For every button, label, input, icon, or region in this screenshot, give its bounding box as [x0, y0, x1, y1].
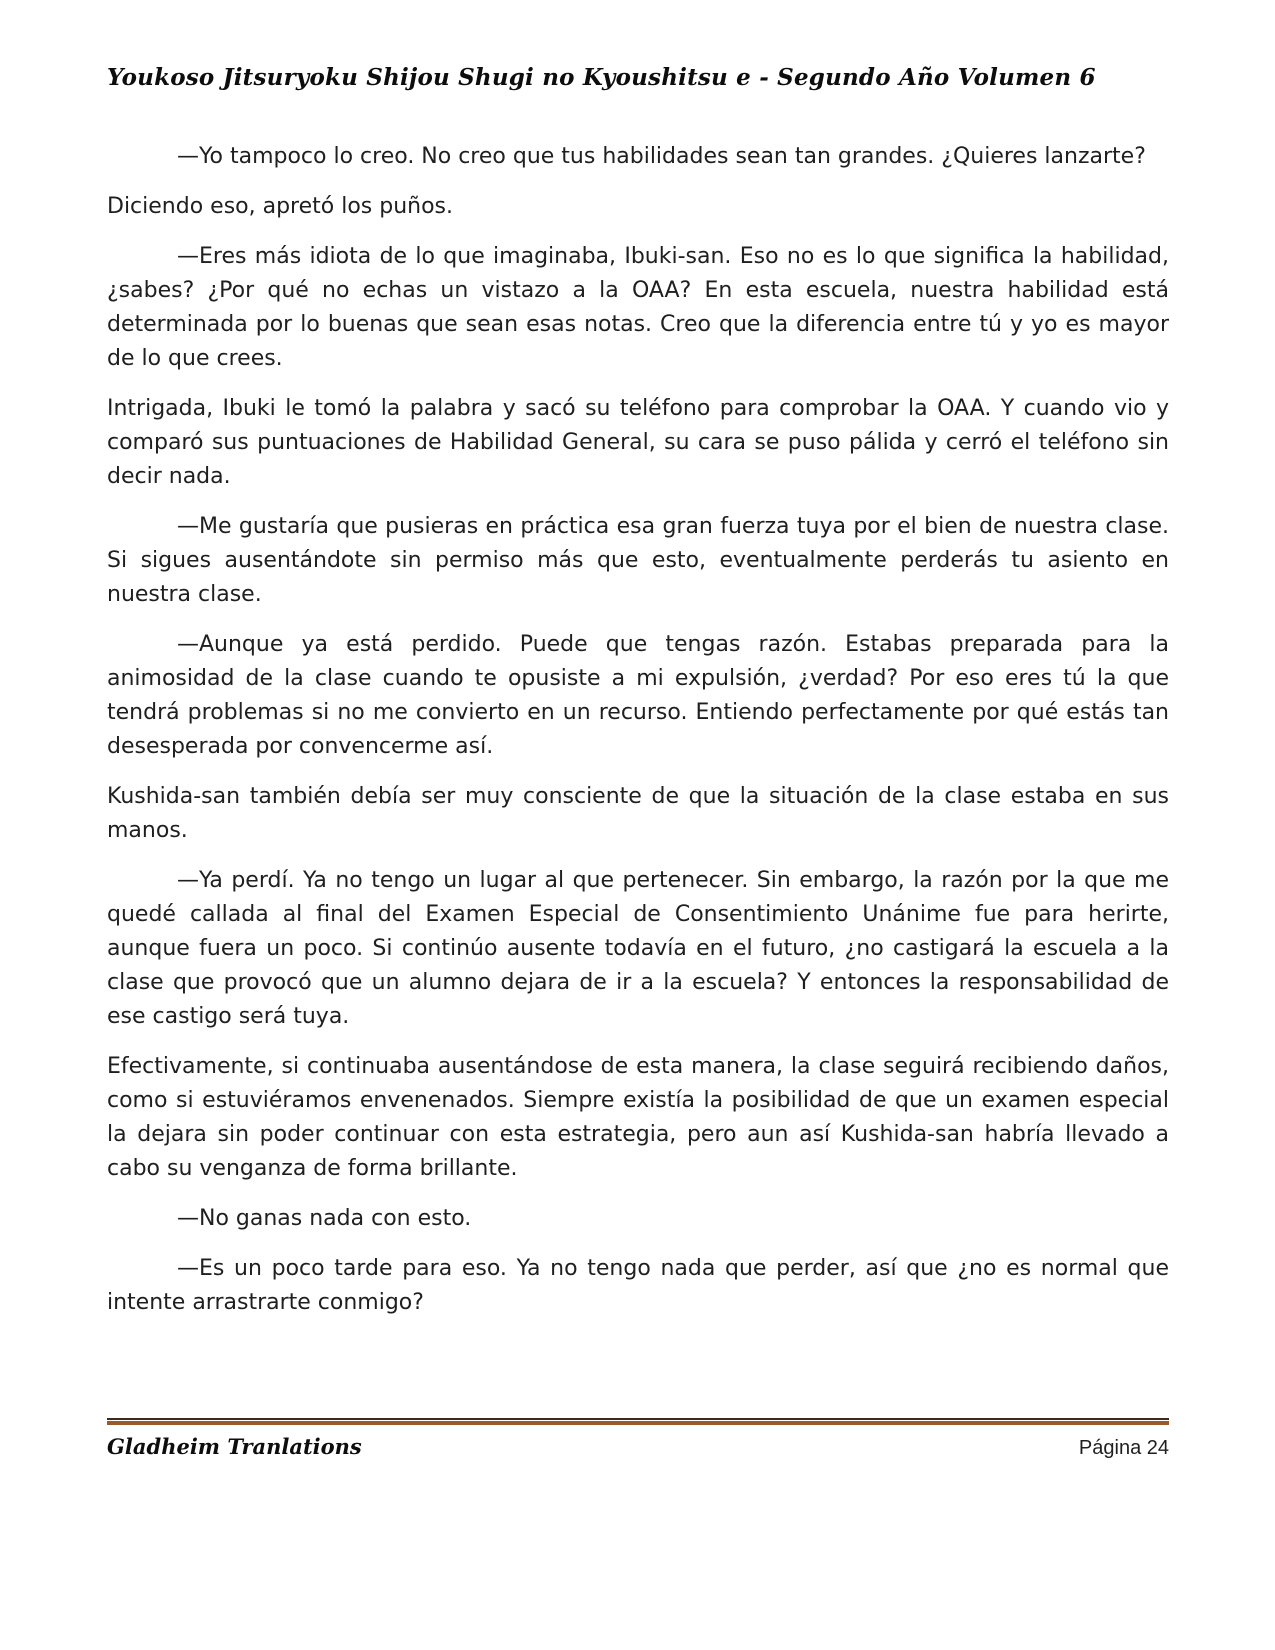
paragraph: —No ganas nada con esto.: [177, 1206, 472, 1231]
document-footer: [107, 1418, 1169, 1460]
paragraph: —Es un poco tarde para eso. Ya no tengo nada que perder, así que ¿no es normal que intente arrastrarte conmigo?: [107, 1256, 1169, 1315]
footer-translator-name: Gladheim Tranlations: [107, 1434, 362, 1459]
header-title: Youkoso Jitsuryoku Shijou Shugi no Kyoushitsu e - Segundo Año Volumen 6: [107, 64, 1096, 91]
footer-row: [107, 1434, 1169, 1460]
paragraph: —Aunque ya está perdido. Puede que tengas razón. Estabas preparada para la animosidad de la clase cuando te opusiste a mi expulsión, ¿verdad? Por eso eres tú la que tendrá problemas si no me convierto en un recurso. Entiendo perfectamente por qué estás tan desesperada por convencerme así.: [107, 632, 1169, 759]
document-header: [107, 64, 1169, 91]
footer-rule-thin-line: [107, 1418, 1169, 1420]
paragraph: Diciendo eso, apretó los puños.: [107, 194, 454, 219]
paragraph: Intrigada, Ibuki le tomó la palabra y sacó su teléfono para comprobar la OAA. Y cuando vio y comparó sus puntuaciones de Habilidad General, su cara se puso pálida y cerró el teléfono sin decir nada.: [107, 396, 1169, 489]
footer-page-number: Página 24: [1078, 1437, 1169, 1459]
paragraph: —Yo tampoco lo creo. No creo que tus habilidades sean tan grandes. ¿Quieres lanzarte?: [177, 144, 1146, 169]
paragraph: Efectivamente, si continuaba ausentándose de esta manera, la clase seguirá recibiendo daños, como si estuviéramos envenenados. Siempre existía la posibilidad de que un examen especial la dejara sin poder continuar con esta estrategia, pero aun así Kushida-san habría llevado a cabo su venganza de forma brillante.: [107, 1054, 1169, 1181]
paragraph: —Me gustaría que pusieras en práctica esa gran fuerza tuya por el bien de nuestra clase. Si sigues ausentándote sin permiso más que esto, eventualmente perderás tu asiento en nuestra clase.: [107, 514, 1169, 607]
paragraph: Kushida-san también debía ser muy consciente de que la situación de la clase estaba en sus manos.: [107, 784, 1169, 843]
paragraph: —Ya perdí. Ya no tengo un lugar al que pertenecer. Sin embargo, la razón por la que me quedé callada al final del Examen Especial de Consentimiento Unánime fue para herirte, aunque fuera un poco. Si continúo ausente todavía en el futuro, ¿no castigará la escuela a la clase que provocó que un alumno dejara de ir a la escuela? Y entonces la responsabilidad de ese castigo será tuya.: [107, 868, 1169, 1029]
footer-rule: [107, 1418, 1169, 1425]
document-body: [107, 140, 1169, 1336]
paragraph: —Eres más idiota de lo que imaginaba, Ibuki-san. Eso no es lo que significa la habilidad, ¿sabes? ¿Por qué no echas un vistazo a la OAA? En esta escuela, nuestra habilidad está determinada por lo buenas que sean esas notas. Creo que la diferencia entre tú y yo es mayor de lo que crees.: [107, 244, 1169, 371]
footer-rule-thick-line: [107, 1421, 1169, 1425]
